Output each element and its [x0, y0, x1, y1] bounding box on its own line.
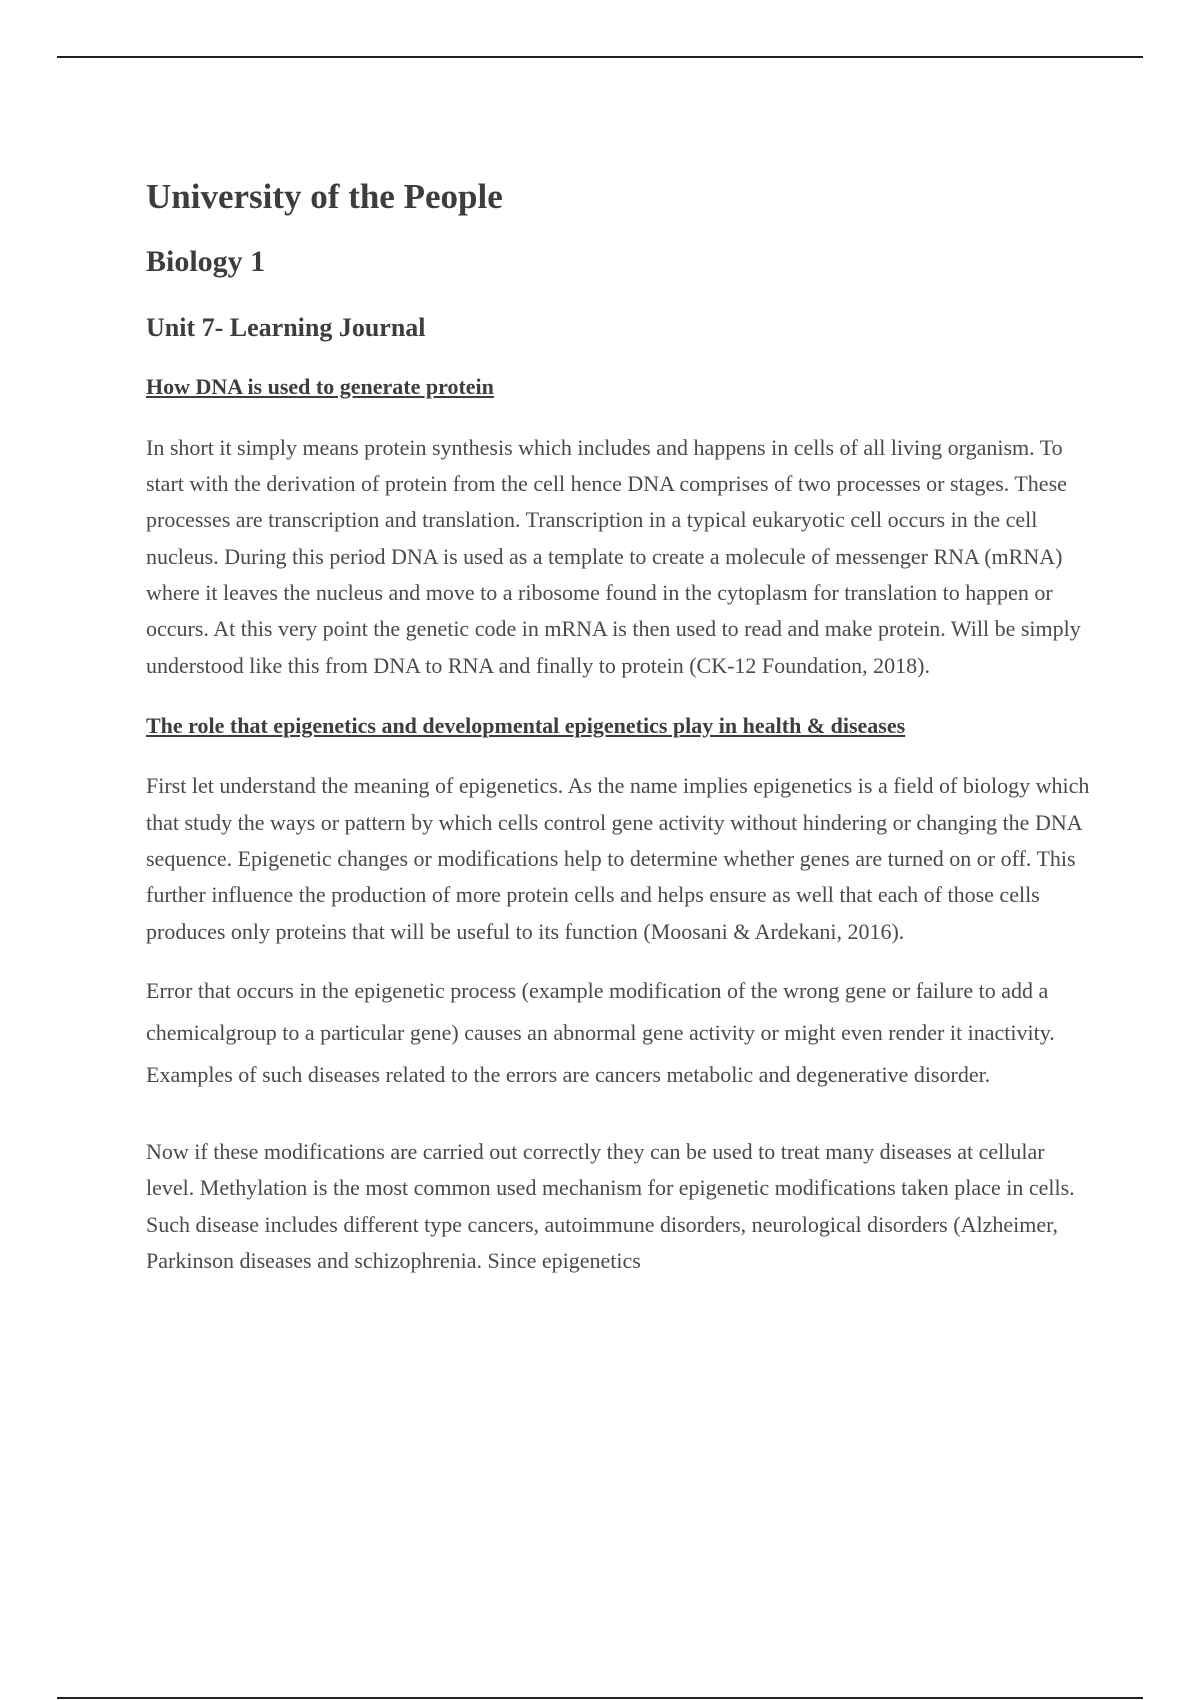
paragraph-protein-synthesis: In short it simply means protein synthesis which includes and happens in cells of all living organism. To start with the derivation of protein from the cell hence DNA comprises of two processes or stages. These processes are transcription and translation. Transcription in a typical eukaryotic cell occurs in the cell nucleus. During this period DNA is used as a template to create a molecule of messenger RNA (mRNA) where it leaves the nucleus and move to a ribosome found in the cytoplasm for translation to happen or occurs. At this very point the genetic code in mRNA is then used to read and make protein. Will be simply understood like this from DNA to RNA and finally to protein (CK-12 Foundation, 2018).	[146, 434, 1081, 678]
course-title: Biology 1	[146, 245, 266, 278]
assignment-title: Unit 7- Learning Journal	[146, 313, 426, 342]
document-body	[146, 176, 1096, 1279]
section-heading-epigenetics: The role that epigenetics and developmental epigenetics play in health & diseases	[146, 712, 906, 738]
top-rule	[57, 56, 1143, 58]
section-heading-dna-protein: How DNA is used to generate protein	[146, 374, 494, 400]
institution-title: University of the People	[146, 177, 503, 216]
bottom-rule	[57, 1697, 1143, 1699]
paragraph-epigenetics-meaning: First let understand the meaning of epigenetics. As the name implies epigenetics is a field of biology which that study the ways or pattern by which cells control gene activity without hindering or changing the DNA sequence. Epigenetic changes or modifications help to determine whether genes are turned on or off. This further influence the production of more protein cells and helps ensure as well that each of those cells produces only proteins that will be useful to its function (Moosani & Ardekani, 2016).	[146, 773, 1090, 944]
paragraph-epigenetic-treatment: Now if these modifications are carried out correctly they can be used to treat many diseases at cellular level. Methylation is the most common used mechanism for epigenetic modifications taken place in cells. Such disease includes different type cancers, autoimmune disorders, neurological disorders (Alzheimer, Parkinson diseases and schizophrenia. Since epigenetics	[146, 1138, 1075, 1273]
paragraph-epigenetic-errors: Error that occurs in the epigenetic process (example modification of the wrong gene or failure to add a chemicalgroup to a particular gene) causes an abnormal gene activity or might even render it inactivity. Examples of such diseases related to the errors are cancers metabolic and degenerative disorder.	[146, 977, 1055, 1087]
